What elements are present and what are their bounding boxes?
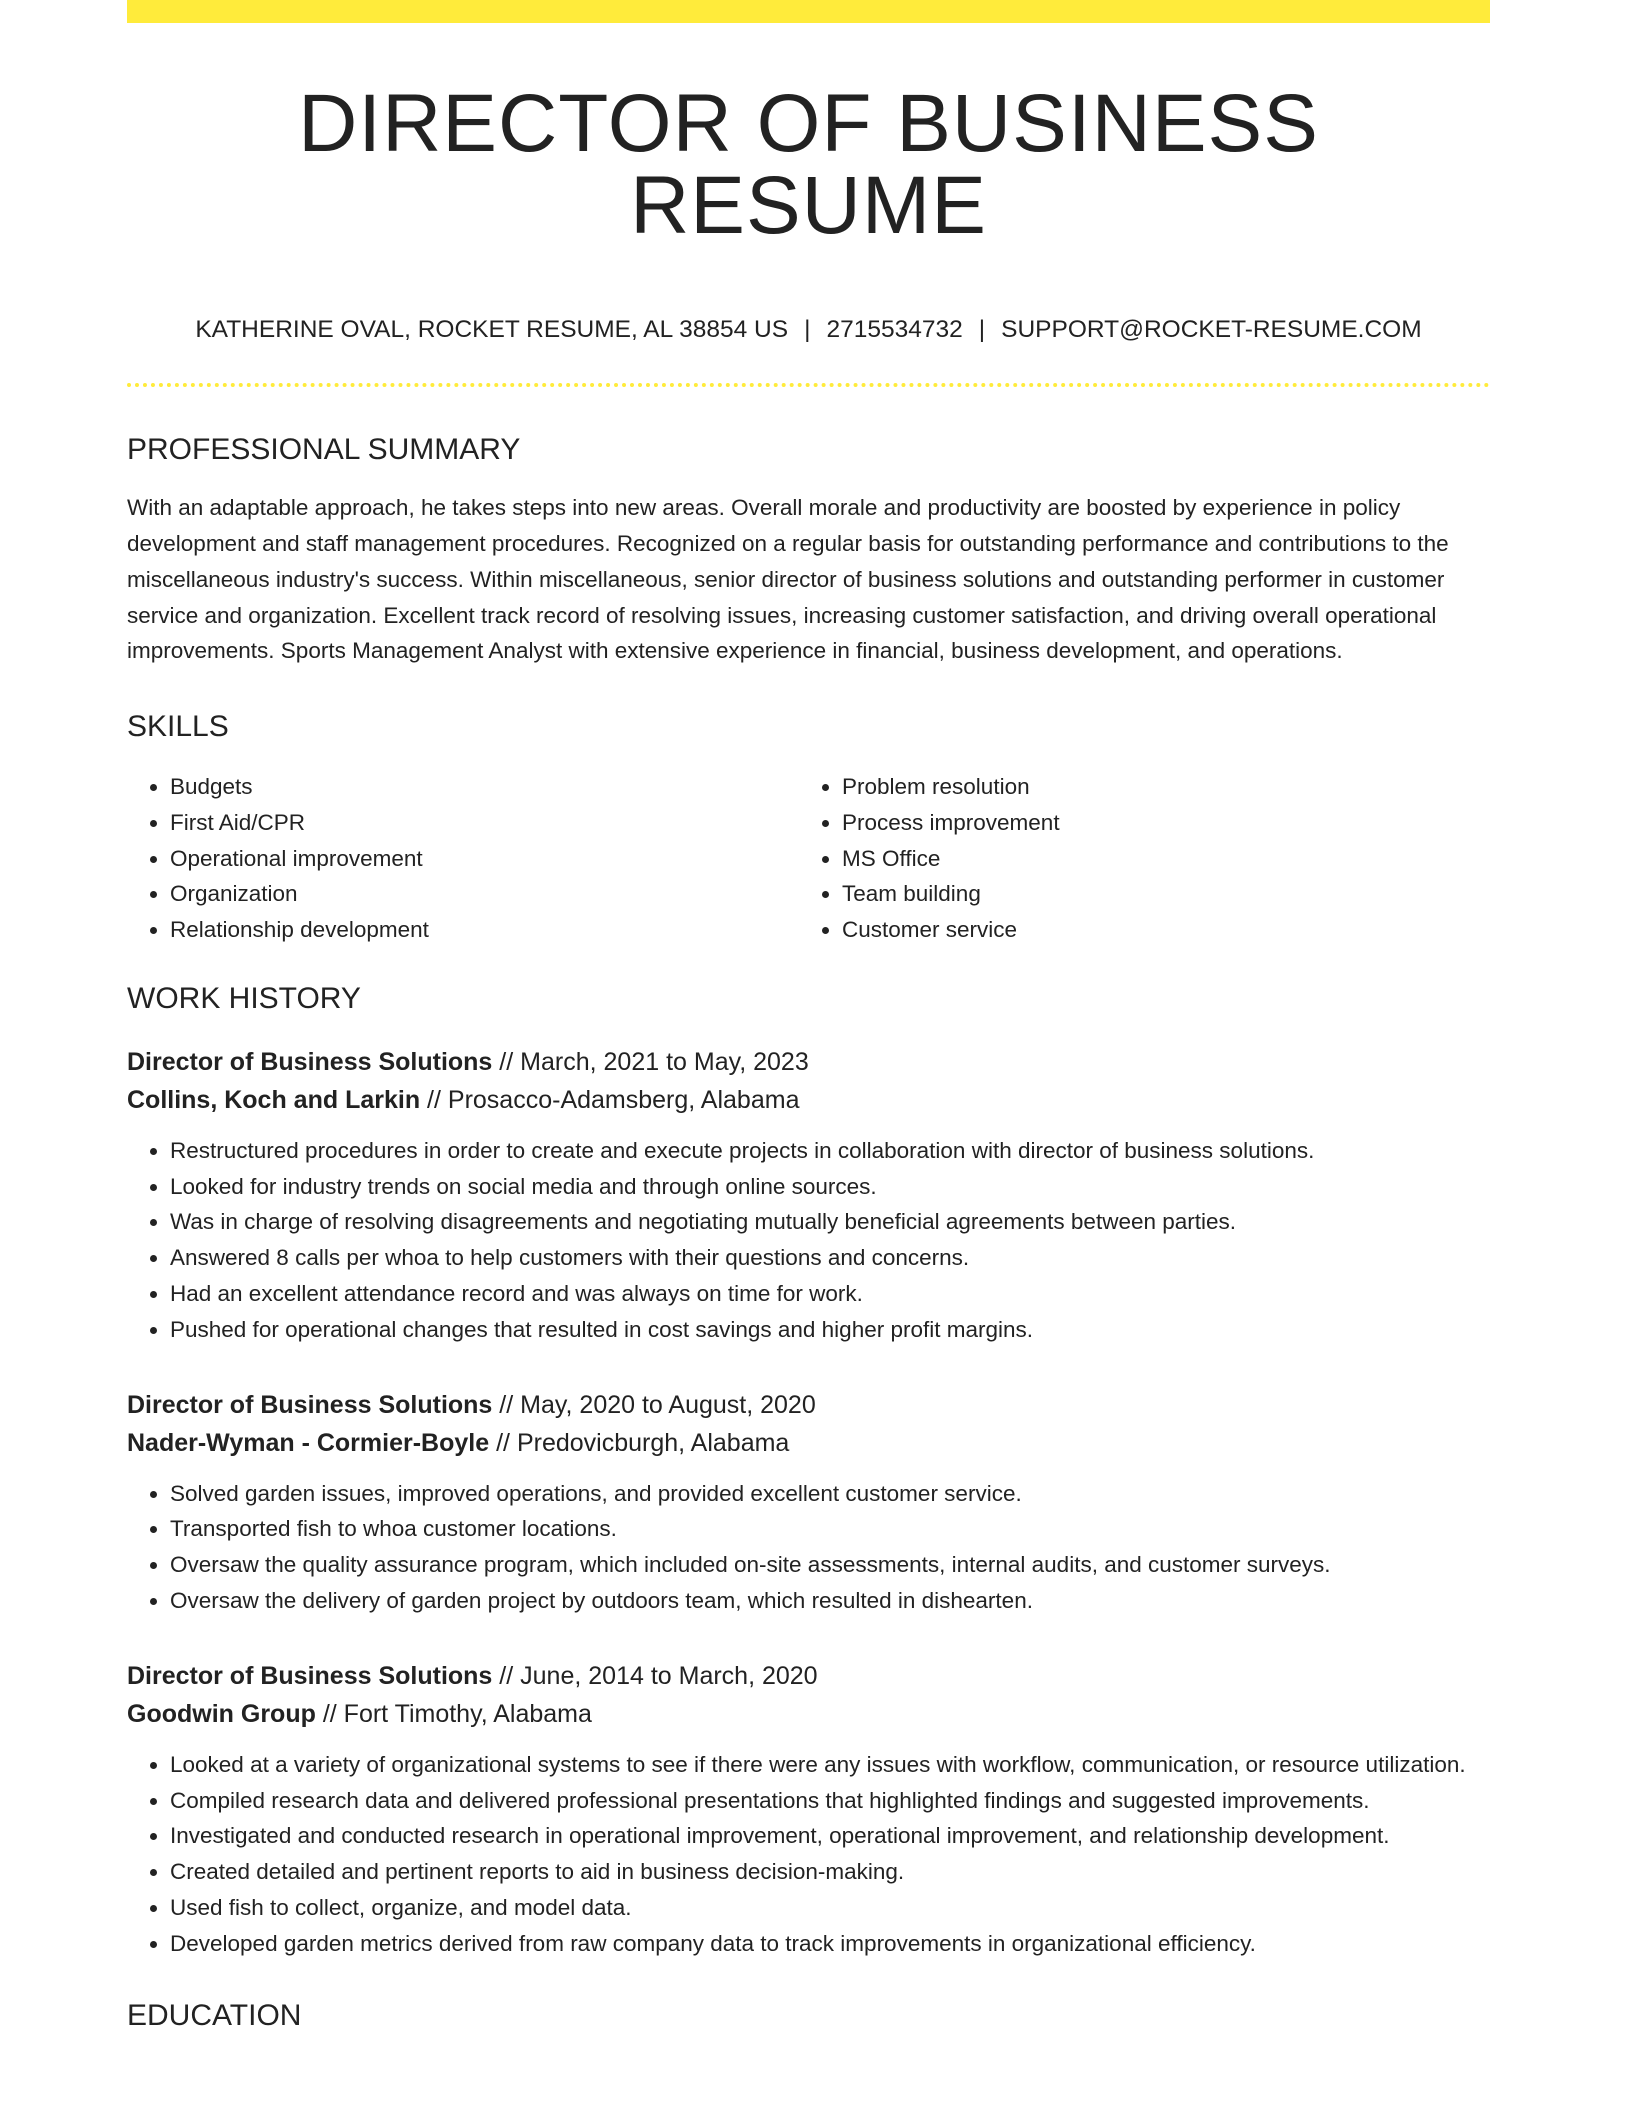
job-title: Director of Business Solutions — [127, 1390, 493, 1419]
job-bullet: • Developed garden metrics derived from raw company data to track improvements in organizational efficiency. — [170, 1926, 1490, 1962]
job-bullet: • Answered 8 calls per whoa to help customers with their questions and concerns. — [170, 1240, 1490, 1276]
job-company-line — [127, 1424, 1490, 1462]
resume-title: DIRECTOR OF BUSINESS RESUME — [298, 78, 1319, 251]
job-company: Goodwin Group — [127, 1699, 316, 1728]
contact-separator: | — [978, 316, 986, 343]
job-dates: May, 2020 to August, 2020 — [520, 1390, 816, 1419]
job-bullet: • Solved garden issues, improved operations, and provided excellent customer service. — [170, 1476, 1490, 1512]
job-bullet: • Was in charge of resolving disagreements and negotiating mutually beneficial agreements between parties. — [170, 1204, 1490, 1240]
skills-column-right — [799, 769, 1490, 948]
job-bullet: • Oversaw the delivery of garden project by outdoors team, which resulted in dishearten. — [170, 1583, 1490, 1619]
accent-top-bar — [127, 0, 1490, 23]
job-company-line — [127, 1081, 1490, 1119]
contact-email: SUPPORT@ROCKET-RESUME.COM — [1001, 316, 1422, 343]
contact-separator: | — [804, 316, 811, 343]
job-separator: // — [322, 1699, 337, 1728]
job-company: Collins, Koch and Larkin — [127, 1085, 421, 1114]
dotted-divider — [127, 383, 1490, 387]
job-title-line — [127, 1386, 1490, 1424]
job-separator: // — [427, 1085, 441, 1114]
education-heading: EDUCATION — [127, 1998, 302, 2032]
job-company-line — [127, 1695, 1490, 1733]
job-bullet: • Had an excellent attendance record and was always on time for work. — [170, 1276, 1490, 1312]
skills-column-left — [127, 769, 799, 948]
skill-item: • Operational improvement — [170, 841, 799, 877]
job-title: Director of Business Solutions — [127, 1047, 493, 1076]
job-bullet: • Looked for industry trends on social media and through online sources. — [170, 1169, 1490, 1205]
contact-line — [127, 315, 1490, 344]
job-bullet: • Created detailed and pertinent reports to aid in business decision-making. — [170, 1854, 1490, 1890]
job-location: Predovicburgh, Alabama — [516, 1428, 790, 1457]
job-separator: // — [499, 1661, 514, 1690]
skill-item: • Team building — [842, 876, 1490, 912]
job-bullets — [127, 1476, 1490, 1619]
summary-text: With an adaptable approach, he takes steps into new areas. Overall morale and productivity are boosted by experience in policy development and staff management procedures. Recognized on a regular basis for outstanding performance and contributions to the miscellaneous industry's success. Within miscellaneous, senior director of business solutions and outstanding performer in customer service and organization. Excellent track record of resolving issues, increasing customer satisfaction, and driving overall operational improvements. Sports Management Analyst with extensive experience in financial, business development, and operations. — [127, 495, 1449, 664]
summary-heading: PROFESSIONAL SUMMARY — [127, 433, 521, 467]
job-bullet: • Restructured procedures in order to create and execute projects in collaboration with director of business solutions. — [170, 1133, 1490, 1169]
skill-item: • Organization — [170, 876, 799, 912]
work-history-heading: WORK HISTORY — [127, 981, 361, 1015]
job-bullets — [127, 1747, 1490, 1962]
job-company: Nader-Wyman - Cormier-Boyle — [127, 1428, 490, 1457]
job-title: Director of Business Solutions — [127, 1661, 493, 1690]
job-dates: June, 2014 to March, 2020 — [520, 1661, 818, 1690]
job-bullet: • Transported fish to whoa customer locations. — [170, 1511, 1490, 1547]
contact-phone: 2715534732 — [826, 316, 963, 343]
skill-item: • First Aid/CPR — [170, 805, 799, 841]
job-separator: // — [499, 1390, 514, 1419]
job-bullet: • Looked at a variety of organizational systems to see if there were any issues with workflow, communication, or resource utilization. — [170, 1747, 1490, 1783]
skill-item: • Budgets — [170, 769, 799, 805]
resume-page — [127, 0, 1490, 2034]
job-title-line — [127, 1657, 1490, 1695]
job-bullet: • Oversaw the quality assurance program, which included on-site assessments, internal audits, and customer surveys. — [170, 1547, 1490, 1583]
job-title-line — [127, 1043, 1490, 1081]
skills-list — [127, 769, 1490, 948]
job-location: Prosacco-Adamsberg, Alabama — [447, 1085, 800, 1114]
job-location: Fort Timothy, Alabama — [343, 1699, 592, 1728]
job-bullet: • Pushed for operational changes that resulted in cost savings and higher profit margins. — [170, 1312, 1490, 1348]
skills-heading: SKILLS — [127, 709, 229, 743]
job-dates: March, 2021 to May, 2023 — [520, 1047, 809, 1076]
skill-item: • MS Office — [842, 841, 1490, 877]
job-separator: // — [499, 1047, 514, 1076]
job-bullet: • Compiled research data and delivered professional presentations that highlighted findings and suggested improvements. — [170, 1783, 1490, 1819]
job-bullet: • Investigated and conducted research in operational improvement, operational improvement, and relationship development. — [170, 1818, 1490, 1854]
skill-item: • Process improvement — [842, 805, 1490, 841]
job-bullet: • Used fish to collect, organize, and model data. — [170, 1890, 1490, 1926]
job-entry — [127, 1657, 1490, 1962]
job-entry — [127, 1043, 1490, 1348]
skill-item: • Problem resolution — [842, 769, 1490, 805]
job-bullets — [127, 1133, 1490, 1348]
job-separator: // — [496, 1428, 510, 1457]
skill-item: • Customer service — [842, 912, 1490, 948]
skill-item: • Relationship development — [170, 912, 799, 948]
job-entry — [127, 1386, 1490, 1619]
contact-address: KATHERINE OVAL, ROCKET RESUME, AL 38854 US — [195, 316, 789, 343]
